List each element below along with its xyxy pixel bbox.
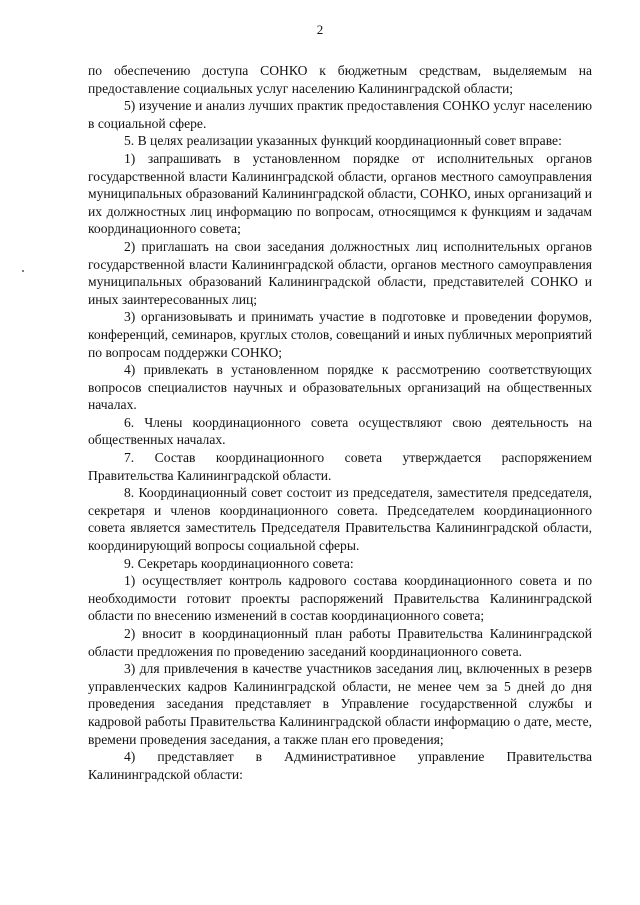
paragraph: по обеспечению доступа СОНКО к бюджетным средствам, выделяемым на предоставление социальных услуг населению Калининградской области; bbox=[88, 63, 592, 96]
document-body bbox=[88, 62, 592, 783]
paragraph: 3) организовывать и принимать участие в подготовке и проведении форумов, конференций, семинаров, круглых столов, совещаний и иных публичных мероприятий по вопросам поддержки СОНКО; bbox=[88, 309, 592, 360]
paragraph: 5) изучение и анализ лучших практик предоставления СОНКО услуг населению в социальной сфере. bbox=[88, 98, 592, 131]
paragraph: 2) вносит в координационный план работы Правительства Калининградской области предложения по проведению заседаний координационного совета. bbox=[88, 626, 592, 659]
paragraph: 5. В целях реализации указанных функций координационный совет вправе: bbox=[124, 133, 562, 149]
paragraph: 1) запрашивать в установленном порядке от исполнительных органов государственной власти Калининградской области, органов местного самоуправления муниципальных образований Калининградской области, СОНКО, иных организаций и их должностных лиц информацию по вопросам, относящимся к функциям и задачам координационного совета; bbox=[88, 150, 592, 237]
margin-mark bbox=[22, 270, 24, 272]
paragraph: 7. Состав координационного совета утверждается распоряжением Правительства Калининградской области. bbox=[88, 450, 592, 483]
paragraph: 8. Координационный совет состоит из председателя, заместителя председателя, секретаря и членов координационного совета. Председателем координационного совета является заместитель Председателя Правительства Калининградской области, координирующий вопросы социальной сферы. bbox=[88, 485, 592, 554]
paragraph: 9. Секретарь координационного совета: bbox=[124, 555, 354, 571]
paragraph: 4) привлекать в установленном порядке к рассмотрению соответствующих вопросов специалистов научных и образовательных организаций на общественных началах. bbox=[88, 362, 592, 413]
paragraph: 6. Члены координационного совета осуществляют свою деятельность на общественных началах. bbox=[88, 414, 592, 448]
page-number: 2 bbox=[316, 22, 324, 37]
paragraph: 3) для привлечения в качестве участников заседания лиц, включенных в резерв управленческих кадров Калининградской области, не менее чем за 5 дней до дня проведения заседания представляет в Управление государственной службы и кадровой работы Правительства Калининградской области информацию о дате, месте, времени проведения заседания, а также план его проведения; bbox=[88, 661, 592, 747]
paragraph: 2) приглашать на свои заседания должностных лиц исполнительных органов государственной власти Калининградской области, органов местного самоуправления муниципальных образований Калининградской области, представителей СОНКО и иных заинтересованных лиц; bbox=[88, 238, 592, 307]
paragraph: 1) осуществляет контроль кадрового состава координационного совета и по необходимости готовит проекты распоряжений Правительства Калининградской области по внесению изменений в состав координационного совета; bbox=[88, 573, 592, 624]
paragraph: 4) представляет в Административное управление Правительства Калининградской области: bbox=[88, 749, 592, 782]
